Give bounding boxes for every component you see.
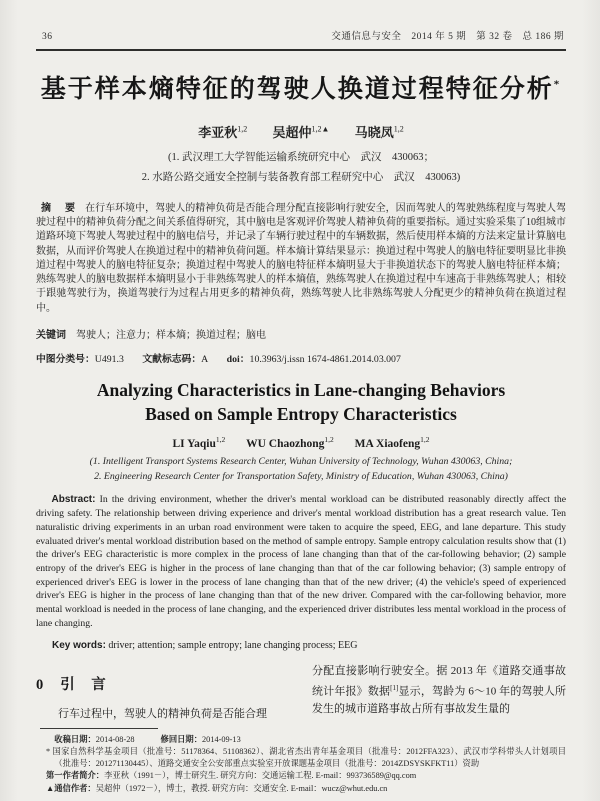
first-author-note	[46, 770, 566, 782]
document-code-label: 文献标志码：	[142, 354, 202, 366]
page-number: 36	[42, 32, 53, 42]
section-heading	[36, 673, 290, 694]
revised-date: 2014-09-13	[202, 734, 241, 744]
author-cn	[355, 125, 404, 140]
abstract-cn-text: 在行车环境中，驾驶人的精神负荷是否能合理分配直接影响行驶安全，因而驾驶人的驾驶熟练程度与驾驶人驾驶过程中的精神负荷分配之间关系值得研究，其中脑电是客观评价驾驶人精神负荷的重要指标。通过实验采集了10组城市道路环境下驾驶人驾驶过程中的脑电信号，并记录了车辆行驶过程中的车辆数据，然后使用样本熵的方法来定量计算脑电数据，从而评价驾驶人在换道过程中的精神负荷问题。样本熵计算结果显示：换道过程中驾驶人的脑电特征要明显比非换道过程中驾驶人的脑电特征复杂；换道过程中驾驶人的脑电特征样本熵明显大于非换道状态下的驾驶人脑电特征样本熵；熟练驾驶人的脑电数据样本熵明显小于非熟练驾驶人的样本熵值，熟练驾驶人在换道过程中车速高于非熟练驾驶人；相较于跟驰驾驶行为，换道驾驶行为过程占用更多的精神负荷，熟练驾驶人比非熟练驾驶人分配更少的精神负荷在换道过程中。	[36, 202, 567, 314]
keywords-en	[36, 640, 566, 651]
article-title-cn-text: 基于样本熵特征的驾驶人换道过程特征分析	[40, 76, 554, 103]
affiliations-cn	[36, 148, 566, 189]
body-columns	[36, 663, 566, 723]
intro-right-text: 分配直接影响行驶安全。据 2013 年《道路交通事故统计年报》数据	[312, 665, 566, 698]
footnote-block	[46, 728, 566, 795]
abstract-cn	[36, 202, 566, 316]
right-column	[312, 663, 566, 723]
section-number: 0	[36, 677, 45, 694]
affiliation-line: 2. Engineering Research Center for Transportation Safety, Ministry of Education, Wuhan 430063, China)	[94, 471, 508, 483]
abstract-en-label: Abstract:	[51, 494, 96, 506]
clc-value: U491.3	[94, 354, 124, 366]
author-name: 李亚秋	[198, 124, 238, 140]
article-title-en-line: Analyzing Characteristics in Lane-changing Behaviors	[96, 380, 506, 401]
affiliation-line: 2. 水路公路交通安全控制与装备教育部工程研究中心 武汉 430063)	[141, 172, 461, 184]
keywords-cn	[36, 326, 566, 341]
journal-info: 交通信息与安全 2014 年 5 期 第 32 卷 总 186 期	[331, 32, 564, 42]
author-superscript: 1,2▲	[311, 124, 330, 134]
first-author-text: 李亚秋（1991－），博士研究生. 研究方向：交通运输工程. E-mail：993736589@qq.com	[104, 771, 417, 781]
author-superscript: 1,2	[393, 124, 404, 134]
author-en	[246, 435, 334, 451]
received-date: 2014-08-28	[95, 734, 135, 744]
article-title-en	[36, 379, 566, 426]
classification-line	[36, 351, 566, 365]
abstract-en	[36, 493, 566, 630]
intro-right-text: 显示，驾龄为 6～10 年的驾驶人所发生的城市道路事故占所有事故发生量的	[312, 685, 567, 715]
received-date-label: 收稿日期：	[54, 734, 96, 744]
author-en	[354, 435, 430, 451]
funding-marker: *	[46, 746, 51, 756]
first-author-label: 第一作者简介：	[46, 771, 105, 781]
left-column	[36, 663, 290, 723]
author-superscript: 1,2	[237, 124, 248, 134]
doi-value: 10.3963/j.issn 1674-4861.2014.03.007	[249, 354, 401, 366]
authors-en	[36, 435, 566, 450]
author-superscript: 1,2	[420, 435, 430, 445]
article-title-cn	[36, 75, 566, 105]
intro-paragraph-right	[312, 663, 566, 718]
citation-ref-marker: [1]	[390, 684, 399, 693]
funding-text: 国家自然科学基金项目（批准号：51178364、51108362）、湖北省杰出青年基金项目（批准号：2012FFA323）、武汉市学科带头人计划项目（批准号：201271130445）、道路交通安全公安部重点实验室开放课题基金项目（批准号：2014ZDSYSKFKT11）资助	[52, 746, 566, 769]
affiliation-line: (1. 武汉理工大学智能运输系统研究中心 武汉 430063；	[168, 151, 434, 163]
doi-label: doi：	[226, 354, 250, 366]
author-name: LI Yaqiu	[172, 438, 216, 451]
affiliation-line: (1. Intelligent Transport Systems Research Center, Wuhan University of Technology, Wuhan 430063, China;	[89, 456, 513, 468]
author-name: WU Chaozhong	[246, 438, 325, 451]
corresponding-label: 通信作者：	[54, 783, 96, 793]
document-code-value: A	[201, 354, 209, 366]
corresponding-marker: ▲	[46, 783, 55, 793]
abstract-en-text: In the driving environment, whether the driver's mental workload can be distributed reasonably directly affect the driving safety. The relationship between driving experience and driver's mental workload distribution has a great research value. Ten naturalistic driving experiments in an urban road environment were taken to acquire the speed, EEG, and lane departure. This study evaluated driver's mental workload distribution based on the method of sample entropy. Sample entropy calculation results show that (1) the driver's EEG characteristic is more complex in the process of lane changing than that of the car-following behavior; (2) sample entropy of the driver's EEG is higher in the process of lane changing than that of the car following behavior; (3) sample entropy of experienced driver's EEG is lower in the process of lane changing than that of the new driver; (4) the vehicle's speed of experienced driver's EEG is higher in the process of lane changing than that of the new driver. Compared with the car-following behavior, more mental workload is needed in the process of lane changing, and the experienced driver distributes less mental workload in the process of lane changing.	[36, 494, 566, 629]
article-title-en-line: Based on Sample Entropy Characteristics	[145, 403, 457, 424]
doi	[227, 354, 401, 365]
author-name: 马晓凤	[354, 124, 394, 140]
author-cn	[198, 125, 247, 140]
affiliations-en	[36, 454, 566, 484]
keywords-cn-label: 关键词	[36, 330, 66, 342]
page-header	[36, 28, 566, 51]
corresponding-text: 吴超仲（1972－），博士，教授. 研究方向：交通安全. E-mail：wucz@whut.edu.cn	[95, 783, 388, 793]
footnote-divider	[40, 728, 158, 729]
keywords-en-label: Key words:	[52, 640, 106, 652]
revised-date-label: 修回日期：	[160, 734, 203, 744]
clc-label: 中图分类号：	[36, 354, 95, 366]
keywords-cn-text: 驾驶人；注意力；样本熵；换道过程；脑电	[76, 330, 266, 342]
clc-number	[36, 354, 124, 365]
abstract-cn-label: 摘 要	[41, 202, 78, 214]
manuscript-dates	[46, 734, 566, 746]
author-en	[172, 435, 226, 451]
funding-note	[46, 746, 566, 771]
author-superscript: 1,2	[324, 435, 334, 445]
author-name: MA Xiaofeng	[354, 438, 421, 451]
title-footnote-marker: *	[553, 78, 562, 91]
author-superscript: 1,2	[215, 435, 226, 445]
intro-paragraph-left: 行车过程中，驾驶人的精神负荷是否能合理	[58, 708, 267, 721]
keywords-en-text: driver; attention; sample entropy; lane changing process; EEG	[108, 640, 358, 652]
author-name: 吴超仲	[272, 124, 312, 140]
author-cn	[273, 125, 330, 140]
authors-cn	[36, 122, 566, 141]
document-code	[142, 354, 208, 365]
section-title: 引 言	[60, 677, 107, 694]
corresponding-author-note	[46, 783, 566, 795]
